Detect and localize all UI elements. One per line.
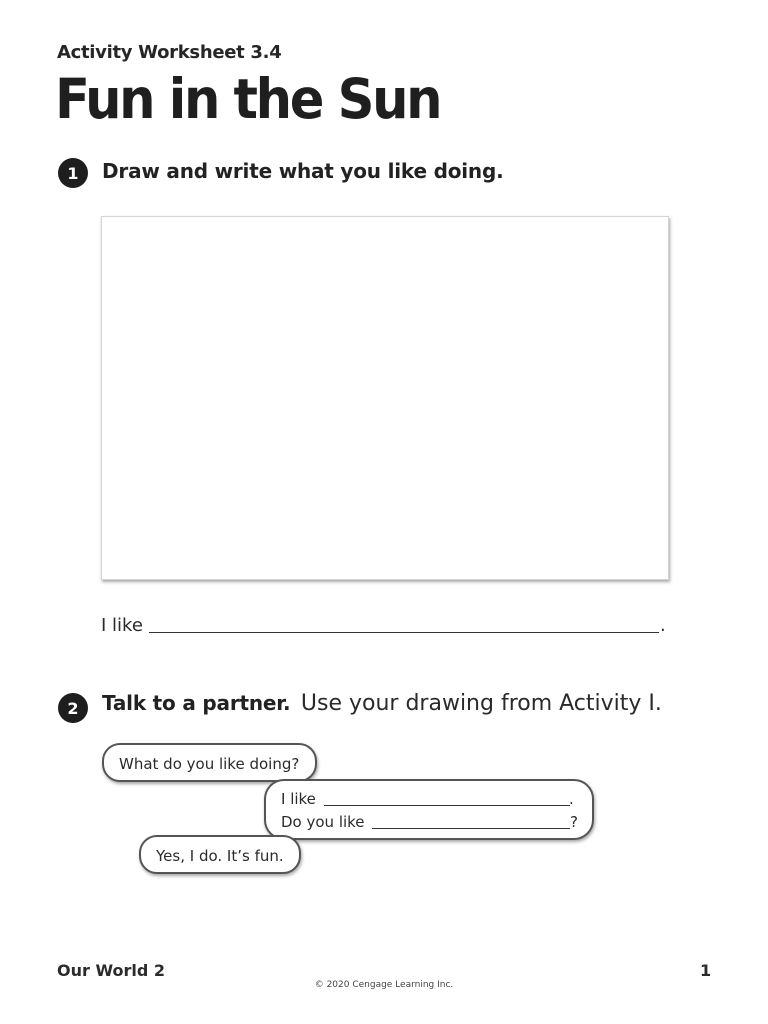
activity-1-number-badge: 1 — [58, 158, 88, 188]
copyright-notice: © 2020 Cengage Learning Inc. — [314, 980, 454, 990]
sentence-prompt-label: I like — [101, 615, 143, 636]
series-name: Our World 2 — [57, 961, 166, 980]
speech-bubble-answer — [264, 779, 594, 840]
activity-2-instruction-plain: Use your drawing from Activity I. — [300, 691, 662, 716]
worksheet-label: Activity Worksheet 3.4 — [57, 42, 282, 63]
bubble-answer-line1-period: . — [569, 790, 574, 808]
bubble-answer-line1-label: I like — [281, 790, 316, 808]
bubble-answer-line2-question-mark: ? — [570, 813, 578, 831]
bubble-answer-line1-blank[interactable] — [324, 805, 570, 806]
drawing-area[interactable] — [101, 216, 669, 580]
page-title: Fun in the Sun — [55, 67, 441, 131]
speech-bubble-reply — [139, 835, 301, 874]
sentence-write-line[interactable] — [149, 632, 659, 633]
page-number: 1 — [700, 961, 712, 980]
activity-2-instruction — [102, 691, 662, 716]
activity-2-instruction-bold: Talk to a partner. — [102, 691, 291, 715]
sentence-period: . — [660, 615, 666, 636]
bubble-reply-text: Yes, I do. It’s fun. — [156, 847, 284, 865]
activity-2-number-badge: 2 — [58, 693, 88, 723]
bubble-answer-line2-blank[interactable] — [372, 828, 570, 829]
bubble-question-text: What do you like doing? — [119, 755, 300, 773]
speech-bubble-question — [102, 743, 317, 782]
bubble-answer-line2-label: Do you like — [281, 813, 365, 831]
activity-1-instruction: Draw and write what you like doing. — [102, 159, 504, 183]
